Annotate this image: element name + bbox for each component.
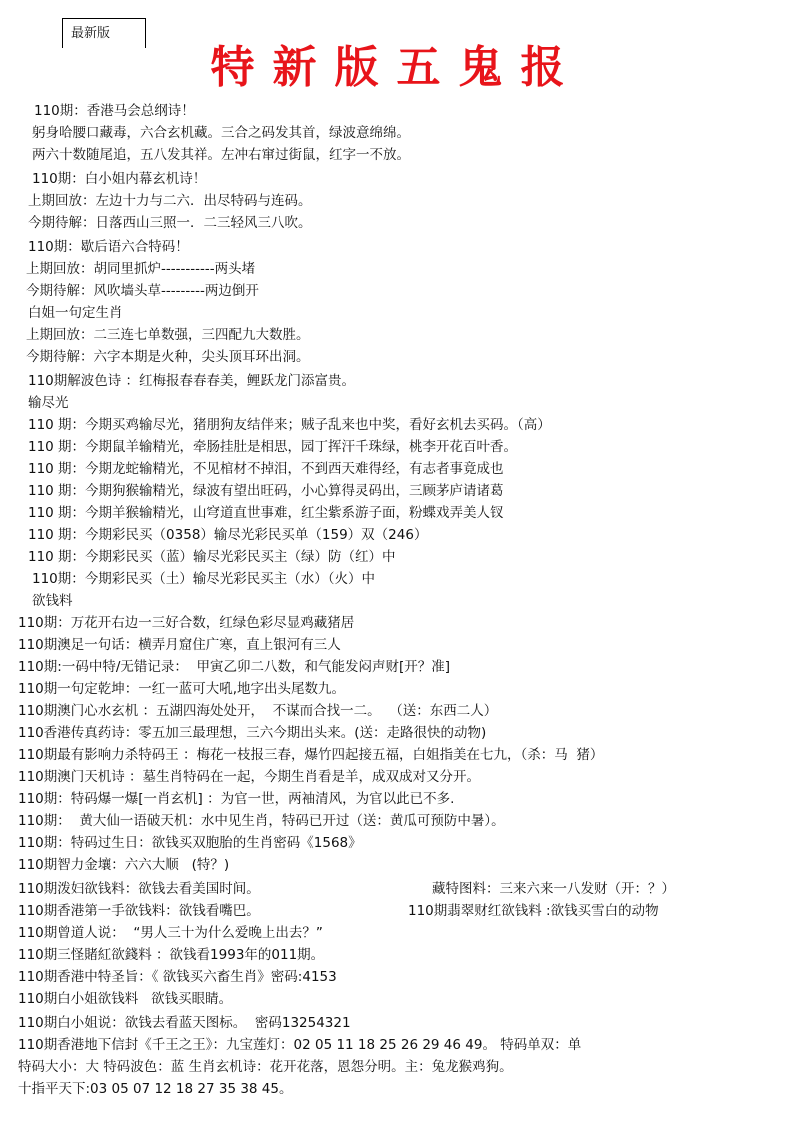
text-line: 110期曾道人说： “男人三十为什么爱晚上出去？”: [18, 925, 323, 941]
text-line: 110期香港中特圣旨：《 欲钱买六畜生肖》密码:4153: [18, 969, 337, 985]
text-line: 110期：特码过生日：欲钱买双胞胎的生肖密码《1568》: [18, 835, 362, 851]
text-line: 110期白小姐说：欲钱去看蓝天图标。 密码13254321: [18, 1015, 351, 1031]
text-line: 110期：歇后语六合特码！: [28, 239, 189, 255]
text-line: 110期泼妇欲钱料：欲钱去看美国时间。: [18, 881, 260, 897]
text-line: 躬身哈腰口藏毒，六合玄机藏。三合之码发其首，绿波意绵绵。: [32, 125, 410, 141]
text-line: 十指平天下:03 05 07 12 18 27 35 38 45。: [18, 1081, 293, 1097]
edition-badge: 最新版: [62, 18, 146, 48]
text-line: 特码大小：大 特码波色：蓝 生肖玄机诗：花开花落，恩怨分明。主：兔龙猴鸡狗。: [18, 1059, 513, 1075]
text-line: 110期澳门心水玄机 ：五湖四海处处开， 不谋而合找一二。 （送：东西二人）: [18, 703, 498, 719]
text-line: 110期澳足一句话：横弄月窟住广寒，直上银河有三人: [18, 637, 341, 653]
text-line: 两六十数随尾追，五八发其祥。左冲右窜过街鼠，红字一不放。: [32, 147, 410, 163]
text-line: 110期：今期彩民买（土）输尽光彩民买主（水）（火）中: [32, 571, 376, 587]
text-line: 110期：万花开右边一三好合数，红绿色彩尽显鸡藏猪居: [18, 615, 355, 631]
text-line: 110期三怪賭紅欲錢料 ：欲钱看1993年的011期。: [18, 947, 325, 963]
text-line: 110期：香港马会总纲诗！: [34, 103, 195, 119]
text-line: 今期待解：风吹墙头草---------两边倒开: [26, 283, 259, 299]
text-line: 110 期：今期彩民买（0358）输尽光彩民买单（159）双（246）: [28, 527, 428, 543]
page-title: 特新版五鬼报: [210, 42, 583, 93]
text-line: 上期回放：左边十力与二六．出尽特码与连码。: [28, 193, 312, 209]
text-line: 110期澳门天机诗 ：墓生肖特码在一起，今期生肖看是羊，成双成对又分开。: [18, 769, 481, 785]
text-line-right: 110期翡翠财红欲钱料 :欲钱买雪白的动物: [408, 903, 659, 919]
text-line: 110 期：今期彩民买（蓝）输尽光彩民买主（绿）防（红）中: [28, 549, 396, 565]
text-line: 110期白小姐欲钱料 欲钱买眼睛。: [18, 991, 233, 1007]
text-line: 110 期：今期羊猴输精光，山穹道直世事难，红尘紫系游子面，粉蝶戏弄美人钗: [28, 505, 504, 521]
text-line: 今期待解：日落西山三照一．二三轻风三八吹。: [28, 215, 312, 231]
text-line: 上期回放：二三连七单数强，三四配九大数胜。: [26, 327, 310, 343]
text-line-right: 藏特图料：三来六来一八发财（开：？）: [432, 881, 675, 897]
text-line: 输尽光: [28, 395, 69, 411]
text-line: 110期最有影响力杀特码王 ：梅花一枝报三春，爆竹四起接五福，白姐指美在七九，（杀：马 猪）: [18, 747, 604, 763]
text-line: 110香港传真药诗：零五加三最理想，三六今期出头来。(送：走路很快的动物): [18, 725, 487, 741]
text-line: 110期：白小姐内幕玄机诗！: [32, 171, 207, 187]
text-line: 110 期：今期买鸡输尽光，猪朋狗友结伴来；贼子乱来也中奖，看好玄机去买码。（高）: [28, 417, 551, 433]
text-line: 欲钱料: [32, 593, 73, 609]
text-line: 110 期：今期狗猴输精光，绿波有望出旺码，小心算得灵码出，三顾茅庐请诸葛: [28, 483, 504, 499]
text-line: 110期一句定乾坤：一红一蓝可大吼,地字出头尾数九。: [18, 681, 346, 697]
text-line: 110期智力金壤：六六大顺 (特？): [18, 857, 230, 873]
text-line: 110期：特码爆一爆[一肖玄机] ：为官一世，两袖清风，为官以此已不多.: [18, 791, 455, 807]
text-line: 110期解波色诗 ：红梅报春春春美，鲤跃龙门添富贵。: [28, 373, 356, 389]
text-line: 白姐一句定生肖: [28, 305, 123, 321]
text-line: 110期： 黄大仙一语破天机：水中见生肖，特码已开过（送：黄瓜可预防中暑）。: [18, 813, 505, 829]
text-line: 110 期：今期龙蛇输精光，不见棺材不掉泪，不到西天难得经，有志者事竟成也: [28, 461, 504, 477]
text-line: 110期香港第一手欲钱料：欲钱看嘴巴。: [18, 903, 260, 919]
text-line: 110期香港地下信封《千王之王》：九宝莲灯：02 05 11 18 25 26 29 46 49。 特码单双：单: [18, 1037, 582, 1053]
text-line: 110 期：今期鼠羊输精光，牵肠挂肚是相思，园丁挥汗千珠绿，桃李开花百叶香。: [28, 439, 518, 455]
text-line: 今期待解：六字本期是火种，尖头顶耳环出洞。: [26, 349, 310, 365]
text-line: 上期回放：胡同里抓炉-----------两头堵: [26, 261, 256, 277]
text-line: 110期:一码中特/无错记录： 甲寅乙卯二八数，和气能发闷声财[开？准]: [18, 659, 450, 675]
